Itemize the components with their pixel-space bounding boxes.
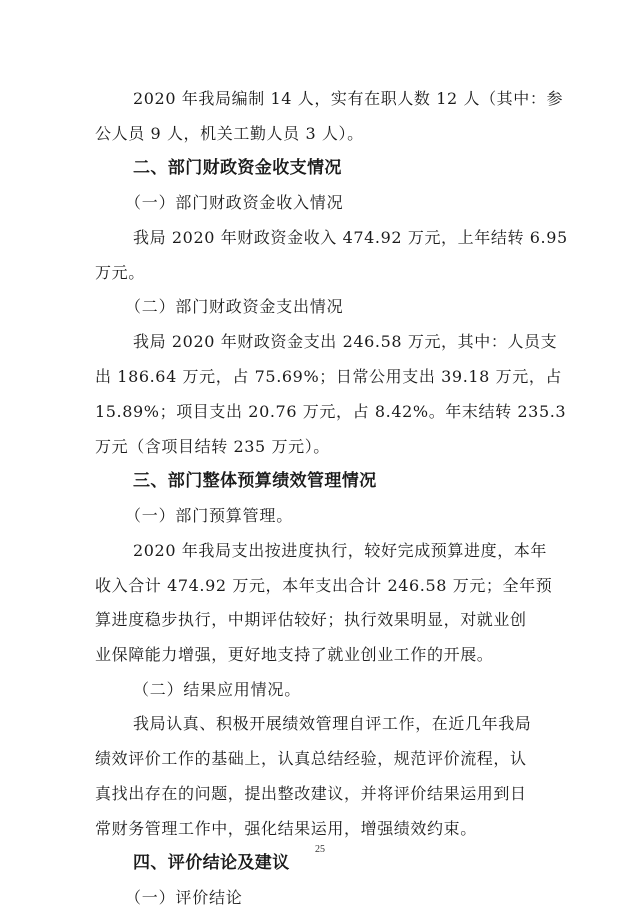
- paragraph-budget-line-3: 算进度稳步执行，中期评估较好；执行效果明显，对就业创: [95, 610, 527, 629]
- paragraph-budget-line-4: 业保障能力增强，更好地支持了就业创业工作的开展。: [95, 645, 494, 664]
- section-4-heading: 四、评价结论及建议: [133, 853, 290, 873]
- paragraph-results-line-4: 常财务管理工作中，强化结果运用，增强绩效约束。: [95, 819, 477, 838]
- paragraph-results-line-2: 绩效评价工作的基础上，认真总结经验，规范评价流程，认: [95, 749, 527, 768]
- section-2-heading: 二、部门财政资金收支情况: [133, 158, 342, 178]
- section-3-subheading-results: （二）结果应用情况。: [133, 680, 302, 699]
- paragraph-income-line-1: 我局 2020 年财政资金收入 474.92 万元，上年结转 6.95: [133, 228, 568, 247]
- page-number: 25: [315, 844, 325, 855]
- section-2-subheading-income: （一）部门财政资金收入情况: [125, 193, 344, 212]
- paragraph-expenditure-line-1: 我局 2020 年财政资金支出 246.58 万元，其中：人员支: [133, 332, 558, 351]
- paragraph-budget-line-1: 2020 年我局支出按进度执行，较好完成预算进度，本年: [133, 541, 548, 560]
- paragraph-budget-line-2: 收入合计 474.92 万元，本年支出合计 246.58 万元；全年预: [95, 576, 553, 595]
- paragraph-results-line-3: 真找出存在的问题，提出整改建议，并将评价结果运用到日: [95, 784, 527, 803]
- paragraph-expenditure-line-3: 15.89%；项目支出 20.76 万元，占 8.42%。年末结转 235.3: [95, 402, 567, 421]
- section-3-heading: 三、部门整体预算绩效管理情况: [133, 471, 377, 491]
- paragraph-expenditure-line-2: 出 186.64 万元，占 75.69%；日常公用支出 39.18 万元，占: [95, 367, 563, 386]
- paragraph-expenditure-line-4: 万元（含项目结转 235 万元）。: [95, 437, 330, 456]
- paragraph-results-line-1: 我局认真、积极开展绩效管理自评工作，在近几年我局: [133, 714, 532, 733]
- paragraph-staffing-line-1: 2020 年我局编制 14 人，实有在职人数 12 人（其中：参: [133, 89, 564, 108]
- section-3-subheading-budget: （一）部门预算管理。: [125, 506, 294, 525]
- section-2-subheading-expenditure: （二）部门财政资金支出情况: [125, 297, 344, 316]
- paragraph-staffing-line-2: 公人员 9 人，机关工勤人员 3 人）。: [95, 124, 364, 143]
- section-4-subheading-conclusion: （一）评价结论: [125, 888, 243, 907]
- paragraph-income-line-2: 万元。: [95, 263, 145, 282]
